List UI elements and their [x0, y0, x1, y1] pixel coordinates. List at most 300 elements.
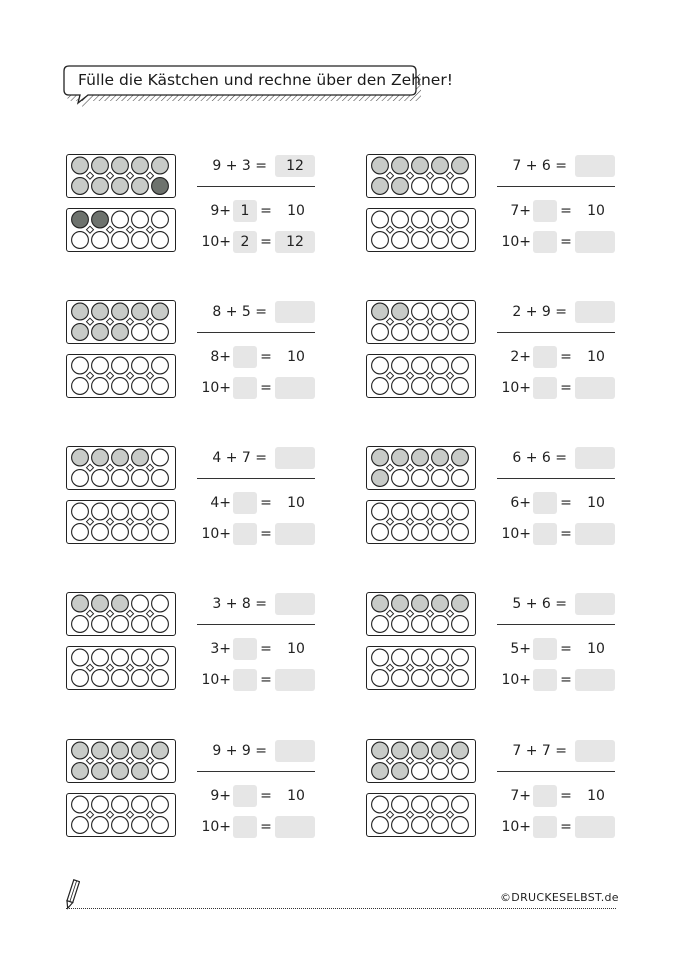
counter-circle[interactable]: [452, 817, 469, 834]
counter-circle[interactable]: [372, 595, 389, 612]
divider-diamond: [427, 757, 434, 764]
counter-circle[interactable]: [112, 178, 129, 195]
counter-circle[interactable]: [412, 649, 429, 666]
counter-circle[interactable]: [72, 470, 89, 487]
remainder-box[interactable]: [533, 377, 557, 399]
counter-circle[interactable]: [152, 303, 169, 320]
remainder-box[interactable]: [233, 523, 257, 545]
divider-diamond: [147, 172, 154, 179]
counter-circle[interactable]: [432, 324, 449, 341]
counter-circle[interactable]: [412, 157, 429, 174]
counter-circle[interactable]: [132, 817, 149, 834]
counter-circle[interactable]: [392, 524, 409, 541]
counter-circle[interactable]: [112, 742, 129, 759]
counter-circle[interactable]: [412, 742, 429, 759]
counter-circle[interactable]: [72, 157, 89, 174]
counter-circle[interactable]: [72, 763, 89, 780]
counter-circle[interactable]: [432, 742, 449, 759]
counter-circle[interactable]: [372, 817, 389, 834]
counter-circle[interactable]: [432, 595, 449, 612]
split-box[interactable]: [533, 346, 557, 368]
counter-circle[interactable]: [412, 670, 429, 687]
counter-circle[interactable]: [72, 595, 89, 612]
counter-circle[interactable]: [152, 595, 169, 612]
result-box[interactable]: [275, 377, 315, 399]
equation-expression: 9 + 9 =: [212, 743, 267, 759]
counter-circle[interactable]: [72, 649, 89, 666]
counter-circle[interactable]: [372, 232, 389, 249]
divider-diamond: [107, 172, 114, 179]
counter-circle[interactable]: [392, 470, 409, 487]
result-box[interactable]: [575, 669, 615, 691]
counter-circle[interactable]: [452, 303, 469, 320]
counter-circle[interactable]: [112, 595, 129, 612]
answer-box[interactable]: 12: [275, 155, 315, 177]
divider-diamond: [107, 318, 114, 325]
counter-circle[interactable]: [92, 763, 109, 780]
counter-circle[interactable]: [452, 232, 469, 249]
counter-circle[interactable]: [152, 178, 169, 195]
result-box[interactable]: [575, 231, 615, 253]
counter-circle[interactable]: [72, 524, 89, 541]
counter-circle[interactable]: [372, 178, 389, 195]
answer-box[interactable]: [575, 447, 615, 469]
counter-circle[interactable]: [72, 178, 89, 195]
step2-label: 10+: [501, 672, 531, 688]
counter-circle[interactable]: [452, 178, 469, 195]
counter-circle[interactable]: [112, 503, 129, 520]
counter-circle[interactable]: [112, 670, 129, 687]
counter-circle[interactable]: [112, 470, 129, 487]
counter-circle[interactable]: [412, 357, 429, 374]
counter-circle[interactable]: [92, 378, 109, 395]
ten-frame-bottom: [366, 500, 476, 544]
remainder-box[interactable]: [233, 816, 257, 838]
counter-circle[interactable]: [152, 670, 169, 687]
counter-circle[interactable]: [432, 211, 449, 228]
counter-circle[interactable]: [72, 211, 89, 228]
counter-circle[interactable]: [92, 503, 109, 520]
counter-circle[interactable]: [152, 470, 169, 487]
counter-circle[interactable]: [112, 817, 129, 834]
counter-circle[interactable]: [132, 742, 149, 759]
counter-circle[interactable]: [372, 796, 389, 813]
equation-rule: [197, 478, 315, 479]
counter-circle[interactable]: [452, 324, 469, 341]
answer-box[interactable]: [575, 593, 615, 615]
counter-circle[interactable]: [432, 796, 449, 813]
counter-circle[interactable]: [152, 324, 169, 341]
counter-circle[interactable]: [72, 378, 89, 395]
counter-circle[interactable]: [392, 670, 409, 687]
counter-circle[interactable]: [392, 449, 409, 466]
divider-diamond: [127, 757, 134, 764]
counter-circle[interactable]: [132, 670, 149, 687]
counter-circle[interactable]: [432, 357, 449, 374]
divider-diamond: [427, 464, 434, 471]
counter-circle[interactable]: [412, 796, 429, 813]
counter-circle[interactable]: [412, 178, 429, 195]
counter-circle[interactable]: [392, 378, 409, 395]
split-box[interactable]: [533, 492, 557, 514]
divider-diamond: [87, 226, 94, 233]
ten-frame-bottom: [366, 354, 476, 398]
counter-circle[interactable]: [112, 649, 129, 666]
counter-circle[interactable]: [452, 670, 469, 687]
ten-frame-bottom: [66, 354, 176, 398]
counter-circle[interactable]: [112, 378, 129, 395]
counter-circle[interactable]: [112, 524, 129, 541]
exercise-block: [66, 739, 336, 839]
counter-circle[interactable]: [432, 378, 449, 395]
divider-diamond: [127, 464, 134, 471]
answer-box[interactable]: [575, 155, 615, 177]
counter-circle[interactable]: [152, 649, 169, 666]
counter-circle[interactable]: [372, 616, 389, 633]
counter-circle[interactable]: [372, 303, 389, 320]
divider-diamond: [107, 518, 114, 525]
counter-circle[interactable]: [152, 378, 169, 395]
counter-circle[interactable]: [452, 357, 469, 374]
counter-circle[interactable]: [412, 232, 429, 249]
counter-circle[interactable]: [432, 449, 449, 466]
counter-circle[interactable]: [92, 449, 109, 466]
divider-diamond: [127, 610, 134, 617]
split-box[interactable]: [233, 346, 257, 368]
counter-circle[interactable]: [432, 649, 449, 666]
counter-circle[interactable]: [452, 595, 469, 612]
counter-circle[interactable]: [452, 763, 469, 780]
counter-circle[interactable]: [452, 649, 469, 666]
counter-circle[interactable]: [92, 649, 109, 666]
counter-circle[interactable]: [152, 357, 169, 374]
counter-circle[interactable]: [132, 796, 149, 813]
step1-label: 6+: [510, 495, 531, 511]
counter-circle[interactable]: [392, 211, 409, 228]
counter-circle[interactable]: [132, 232, 149, 249]
split-box[interactable]: [233, 492, 257, 514]
step2-label: 10+: [201, 672, 231, 688]
counter-circle[interactable]: [452, 449, 469, 466]
counter-circle[interactable]: [112, 449, 129, 466]
divider-diamond: [407, 226, 414, 233]
divider-diamond: [147, 226, 154, 233]
counter-circle[interactable]: [452, 616, 469, 633]
counter-circle[interactable]: [452, 470, 469, 487]
counter-circle[interactable]: [132, 470, 149, 487]
counter-circle[interactable]: [412, 595, 429, 612]
remainder-box[interactable]: [533, 231, 557, 253]
split-box[interactable]: [233, 785, 257, 807]
counter-circle[interactable]: [372, 503, 389, 520]
result-box[interactable]: [575, 816, 615, 838]
counter-circle[interactable]: [92, 796, 109, 813]
ten-frame-bottom: [366, 646, 476, 690]
counter-circle[interactable]: [412, 211, 429, 228]
answer-box[interactable]: [275, 593, 315, 615]
counter-circle[interactable]: [112, 232, 129, 249]
counter-circle[interactable]: [452, 157, 469, 174]
equals-sign: =: [260, 526, 272, 542]
counter-circle[interactable]: [372, 211, 389, 228]
divider-diamond: [107, 664, 114, 671]
counter-circle[interactable]: [392, 595, 409, 612]
divider-diamond: [427, 610, 434, 617]
equals-sign: =: [260, 672, 272, 688]
counter-circle[interactable]: [412, 378, 429, 395]
counter-circle[interactable]: [432, 470, 449, 487]
result-box[interactable]: [275, 523, 315, 545]
divider-diamond: [427, 172, 434, 179]
counter-circle[interactable]: [392, 763, 409, 780]
counter-circle[interactable]: [432, 616, 449, 633]
result-box[interactable]: [275, 669, 315, 691]
counter-circle[interactable]: [152, 232, 169, 249]
equals-sign: =: [260, 234, 272, 250]
counter-circle[interactable]: [132, 378, 149, 395]
counter-circle[interactable]: [92, 742, 109, 759]
counter-circle[interactable]: [152, 616, 169, 633]
answer-box[interactable]: [275, 447, 315, 469]
counter-circle[interactable]: [112, 157, 129, 174]
counter-circle[interactable]: [112, 211, 129, 228]
counter-circle[interactable]: [132, 357, 149, 374]
counter-circle[interactable]: [92, 595, 109, 612]
result-box[interactable]: [575, 523, 615, 545]
counter-circle[interactable]: [432, 303, 449, 320]
divider-diamond: [87, 172, 94, 179]
ten-frame-top: [366, 739, 476, 783]
counter-circle[interactable]: [452, 211, 469, 228]
counter-circle[interactable]: [432, 524, 449, 541]
answer-box[interactable]: [275, 740, 315, 762]
divider-diamond: [427, 318, 434, 325]
counter-circle[interactable]: [152, 211, 169, 228]
equals-sign: =: [560, 380, 572, 396]
counter-circle[interactable]: [152, 742, 169, 759]
counter-circle[interactable]: [92, 303, 109, 320]
counter-circle[interactable]: [412, 503, 429, 520]
remainder-box[interactable]: [533, 523, 557, 545]
split-box[interactable]: [533, 785, 557, 807]
counter-circle[interactable]: [92, 211, 109, 228]
counter-circle[interactable]: [432, 817, 449, 834]
counter-circle[interactable]: [132, 157, 149, 174]
divider-diamond: [147, 610, 154, 617]
counter-circle[interactable]: [112, 616, 129, 633]
counter-circle[interactable]: [392, 649, 409, 666]
counter-circle[interactable]: [132, 178, 149, 195]
counter-circle[interactable]: [92, 470, 109, 487]
counter-circle[interactable]: [392, 303, 409, 320]
counter-circle[interactable]: [72, 232, 89, 249]
counter-circle[interactable]: [112, 357, 129, 374]
remainder-box[interactable]: [533, 816, 557, 838]
split-box[interactable]: [233, 638, 257, 660]
counter-circle[interactable]: [132, 595, 149, 612]
equals-sign: =: [560, 349, 572, 365]
step2-label: 10+: [501, 380, 531, 396]
counter-circle[interactable]: [72, 503, 89, 520]
ten-frame-top: [66, 739, 176, 783]
counter-circle[interactable]: [92, 524, 109, 541]
counter-circle[interactable]: [452, 742, 469, 759]
result-box[interactable]: 12: [275, 231, 315, 253]
counter-circle[interactable]: [92, 616, 109, 633]
counter-circle[interactable]: [392, 817, 409, 834]
counter-circle[interactable]: [392, 357, 409, 374]
counter-circle[interactable]: [412, 763, 429, 780]
divider-diamond: [107, 757, 114, 764]
ten-frame-top: [66, 154, 176, 198]
ten-frame-bottom: [366, 208, 476, 252]
counter-circle[interactable]: [132, 524, 149, 541]
equation-expression: 4 + 7 =: [212, 450, 267, 466]
counter-circle[interactable]: [152, 503, 169, 520]
counter-circle[interactable]: [92, 670, 109, 687]
counter-circle[interactable]: [372, 378, 389, 395]
counter-circle[interactable]: [152, 796, 169, 813]
counter-circle[interactable]: [132, 324, 149, 341]
counter-circle[interactable]: [72, 357, 89, 374]
counter-circle[interactable]: [112, 796, 129, 813]
result-box[interactable]: [275, 816, 315, 838]
counter-circle[interactable]: [412, 470, 429, 487]
divider-diamond: [387, 811, 394, 818]
divider-diamond: [127, 518, 134, 525]
counter-circle[interactable]: [92, 157, 109, 174]
counter-circle[interactable]: [372, 763, 389, 780]
divider-diamond: [387, 518, 394, 525]
counter-circle[interactable]: [412, 616, 429, 633]
counter-circle[interactable]: [452, 503, 469, 520]
counter-circle[interactable]: [92, 324, 109, 341]
counter-circle[interactable]: [372, 324, 389, 341]
counter-circle[interactable]: [432, 763, 449, 780]
divider-diamond: [387, 172, 394, 179]
counter-circle[interactable]: [412, 324, 429, 341]
counter-circle[interactable]: [372, 357, 389, 374]
counter-circle[interactable]: [92, 232, 109, 249]
ten-frame-bottom: [66, 646, 176, 690]
counter-circle[interactable]: [372, 470, 389, 487]
ten-frame-top: [66, 446, 176, 490]
ten-value: 10: [287, 641, 305, 657]
counter-circle[interactable]: [432, 670, 449, 687]
divider-diamond: [387, 664, 394, 671]
divider-diamond: [447, 610, 454, 617]
split-box[interactable]: [533, 638, 557, 660]
counter-circle[interactable]: [392, 503, 409, 520]
counter-circle[interactable]: [372, 742, 389, 759]
counter-circle[interactable]: [392, 616, 409, 633]
counter-circle[interactable]: [372, 649, 389, 666]
counter-circle[interactable]: [132, 616, 149, 633]
counter-circle[interactable]: [152, 524, 169, 541]
counter-circle[interactable]: [72, 324, 89, 341]
equals-sign: =: [560, 819, 572, 835]
result-box[interactable]: [575, 377, 615, 399]
counter-circle[interactable]: [72, 742, 89, 759]
step2-label: 10+: [501, 234, 531, 250]
remainder-box[interactable]: [233, 669, 257, 691]
counter-circle[interactable]: [372, 449, 389, 466]
answer-box[interactable]: [575, 740, 615, 762]
counter-circle[interactable]: [452, 378, 469, 395]
counter-circle[interactable]: [432, 232, 449, 249]
counter-circle[interactable]: [392, 232, 409, 249]
counter-circle[interactable]: [152, 449, 169, 466]
answer-box[interactable]: [275, 301, 315, 323]
counter-circle[interactable]: [132, 763, 149, 780]
counter-circle[interactable]: [412, 303, 429, 320]
counter-circle[interactable]: [152, 157, 169, 174]
counter-circle[interactable]: [392, 796, 409, 813]
ten-frame-bottom: [66, 793, 176, 837]
counter-circle[interactable]: [112, 324, 129, 341]
counter-circle[interactable]: [132, 449, 149, 466]
counter-circle[interactable]: [452, 796, 469, 813]
counter-circle[interactable]: [132, 503, 149, 520]
divider-diamond: [407, 464, 414, 471]
counter-circle[interactable]: [72, 449, 89, 466]
counter-circle[interactable]: [432, 178, 449, 195]
exercise-block: [366, 592, 636, 692]
counter-circle[interactable]: [152, 763, 169, 780]
counter-circle[interactable]: [132, 649, 149, 666]
divider-diamond: [407, 518, 414, 525]
counter-circle[interactable]: [152, 817, 169, 834]
counter-circle[interactable]: [432, 157, 449, 174]
counter-circle[interactable]: [92, 178, 109, 195]
counter-circle[interactable]: [392, 178, 409, 195]
counter-circle[interactable]: [112, 303, 129, 320]
counter-circle[interactable]: [392, 157, 409, 174]
equation-expression: 2 + 9 =: [512, 304, 567, 320]
step2-label: 10+: [201, 380, 231, 396]
counter-circle[interactable]: [372, 157, 389, 174]
counter-circle[interactable]: [72, 796, 89, 813]
counter-circle[interactable]: [92, 817, 109, 834]
remainder-box[interactable]: [533, 669, 557, 691]
counter-circle[interactable]: [412, 524, 429, 541]
counter-circle[interactable]: [92, 357, 109, 374]
counter-circle[interactable]: [132, 211, 149, 228]
counter-circle[interactable]: [392, 324, 409, 341]
split-box[interactable]: 1: [233, 200, 257, 222]
counter-circle[interactable]: [412, 817, 429, 834]
counter-circle[interactable]: [72, 303, 89, 320]
counter-circle[interactable]: [372, 670, 389, 687]
ten-value: 10: [587, 788, 605, 804]
equals-sign: =: [260, 788, 272, 804]
counter-circle[interactable]: [72, 817, 89, 834]
counter-circle[interactable]: [112, 763, 129, 780]
counter-circle[interactable]: [432, 503, 449, 520]
counter-circle[interactable]: [392, 742, 409, 759]
counter-circle[interactable]: [372, 524, 389, 541]
divider-diamond: [447, 757, 454, 764]
counter-circle[interactable]: [72, 670, 89, 687]
split-box[interactable]: [533, 200, 557, 222]
counter-circle[interactable]: [72, 616, 89, 633]
answer-box[interactable]: [575, 301, 615, 323]
remainder-box[interactable]: [233, 377, 257, 399]
counter-circle[interactable]: [452, 524, 469, 541]
remainder-box[interactable]: 2: [233, 231, 257, 253]
counter-circle[interactable]: [132, 303, 149, 320]
counter-circle[interactable]: [412, 449, 429, 466]
